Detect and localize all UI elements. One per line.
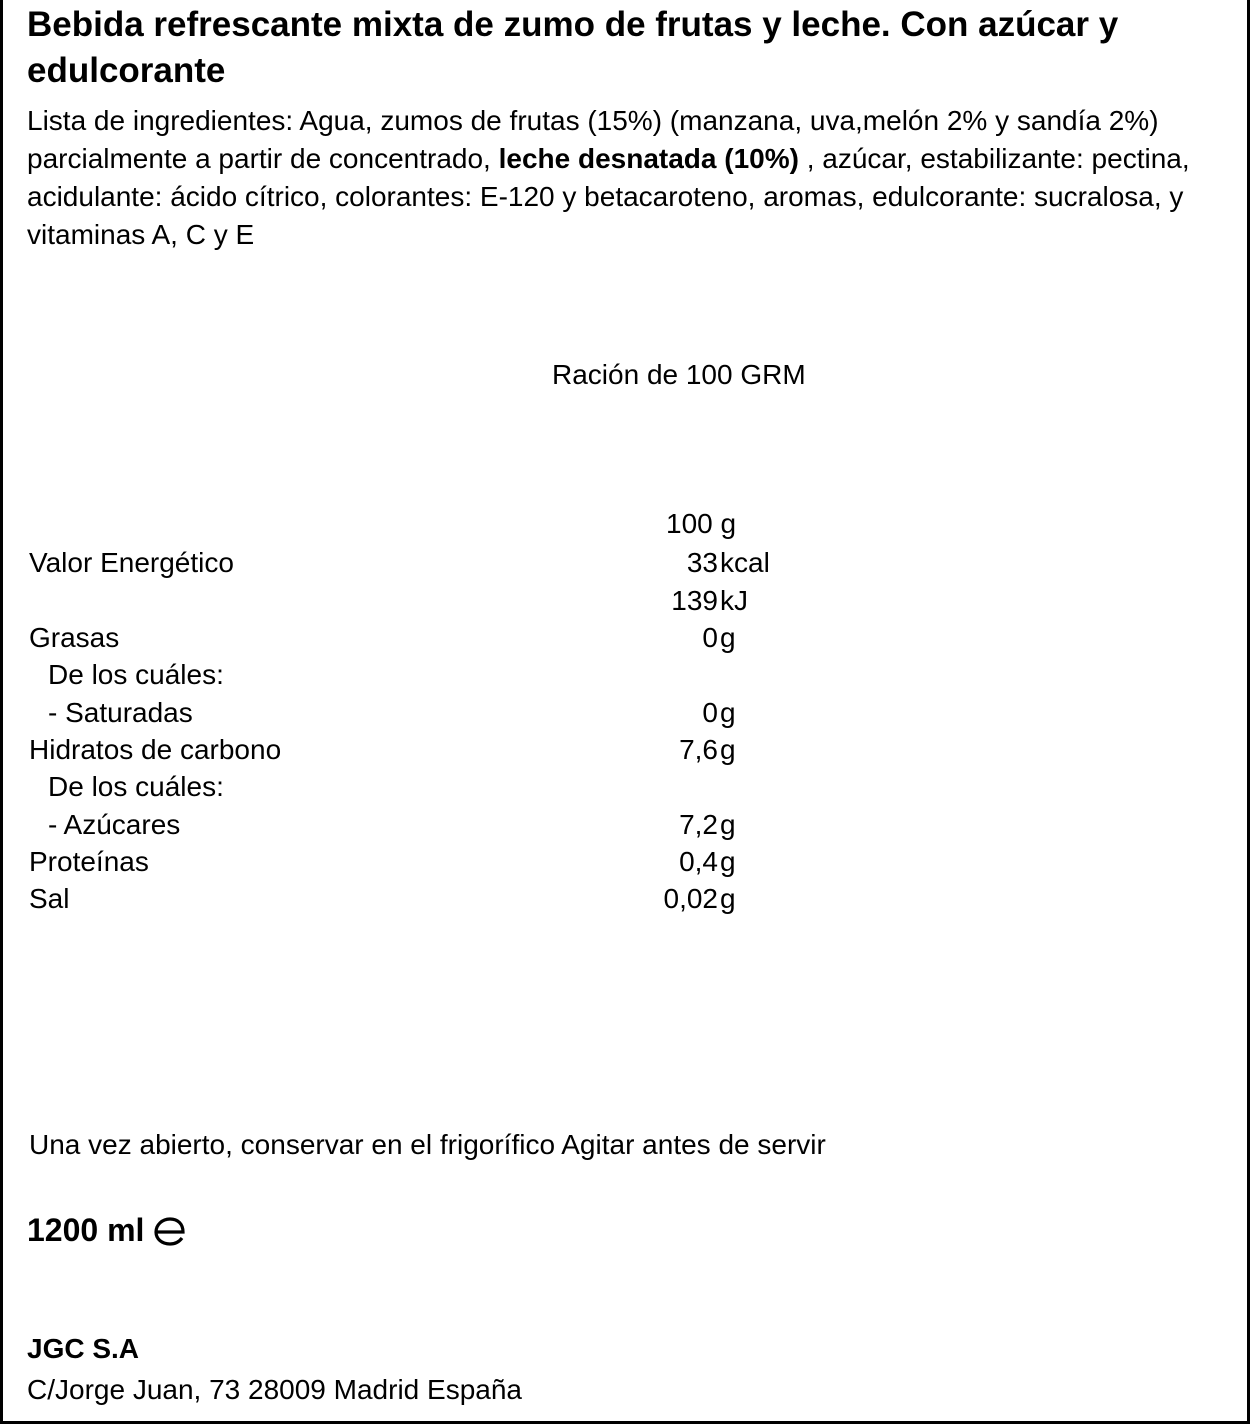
ingredients-text-1: Lista de ingredientes: Agua, zumos de frutas (15%) (manzana, uva,melón 2% y sandía 2%) parcialmente a partir de concentrado, <box>27 105 1159 174</box>
nutrition-row-name: Sal <box>29 883 70 914</box>
nutrition-row-value: 0 <box>702 622 718 653</box>
nutrition-row-name: De los cuáles: <box>48 659 224 690</box>
nutrition-row-name: Grasas <box>29 622 120 653</box>
nutrition-row-value: 0 <box>702 697 718 728</box>
nutrition-row-unit: g <box>720 734 736 765</box>
company-address: C/Jorge Juan, 73 28009 Madrid España <box>27 1374 522 1405</box>
nutrition-row-name: Valor Energético <box>29 547 234 578</box>
ingredients-allergen: leche desnatada (10%) <box>498 143 799 174</box>
nutrition-row-value: 33 <box>686 547 718 578</box>
storage-instructions: Una vez abierto, conservar en el frigorífico Agitar antes de servir <box>29 1129 826 1160</box>
nutrition-row-name: Hidratos de carbono <box>29 734 282 765</box>
product-title: Bebida refrescante mixta de zumo de frutas y leche. Con azúcar y edulcorante <box>27 5 1119 90</box>
serving-size: Ración de 100 GRM <box>552 359 806 390</box>
ingredients-list <box>27 102 1227 254</box>
nutrition-row-value: 0,02 <box>663 883 718 914</box>
nutrition-row-unit: kcal <box>720 547 770 578</box>
nutrition-column-header: 100 g <box>666 508 737 539</box>
nutrition-row-name: Proteínas <box>29 846 149 877</box>
nutrition-row-unit: g <box>720 697 736 728</box>
nutrition-row-unit: g <box>720 883 736 914</box>
net-quantity <box>27 1212 188 1249</box>
nutrition-row-name: - Saturadas <box>48 697 193 728</box>
nutrition-row-value: 7,6 <box>679 734 718 765</box>
e-mark-icon <box>152 1213 188 1249</box>
nutrition-row-value: 139 <box>671 585 718 616</box>
nutrition-row-name: De los cuáles: <box>48 771 224 802</box>
nutrition-row-name: - Azúcares <box>48 809 181 840</box>
nutrition-row-unit: g <box>720 846 736 877</box>
nutrition-row-unit: g <box>720 809 736 840</box>
nutrition-row-unit: kJ <box>720 585 748 616</box>
nutrition-row-value: 7,2 <box>679 809 718 840</box>
company-name: JGC S.A <box>27 1333 140 1364</box>
net-quantity-value: 1200 ml <box>27 1212 145 1248</box>
ingredients-text-2: , azúcar, estabilizante: pectina, acidulante: ácido cítrico, colorantes: E-120 y betacaroteno, aromas, edulcorante: sucralosa, y vitaminas A, C y E <box>27 143 1190 250</box>
nutrition-row-value: 0,4 <box>679 846 718 877</box>
nutrition-row-unit: g <box>720 622 736 653</box>
